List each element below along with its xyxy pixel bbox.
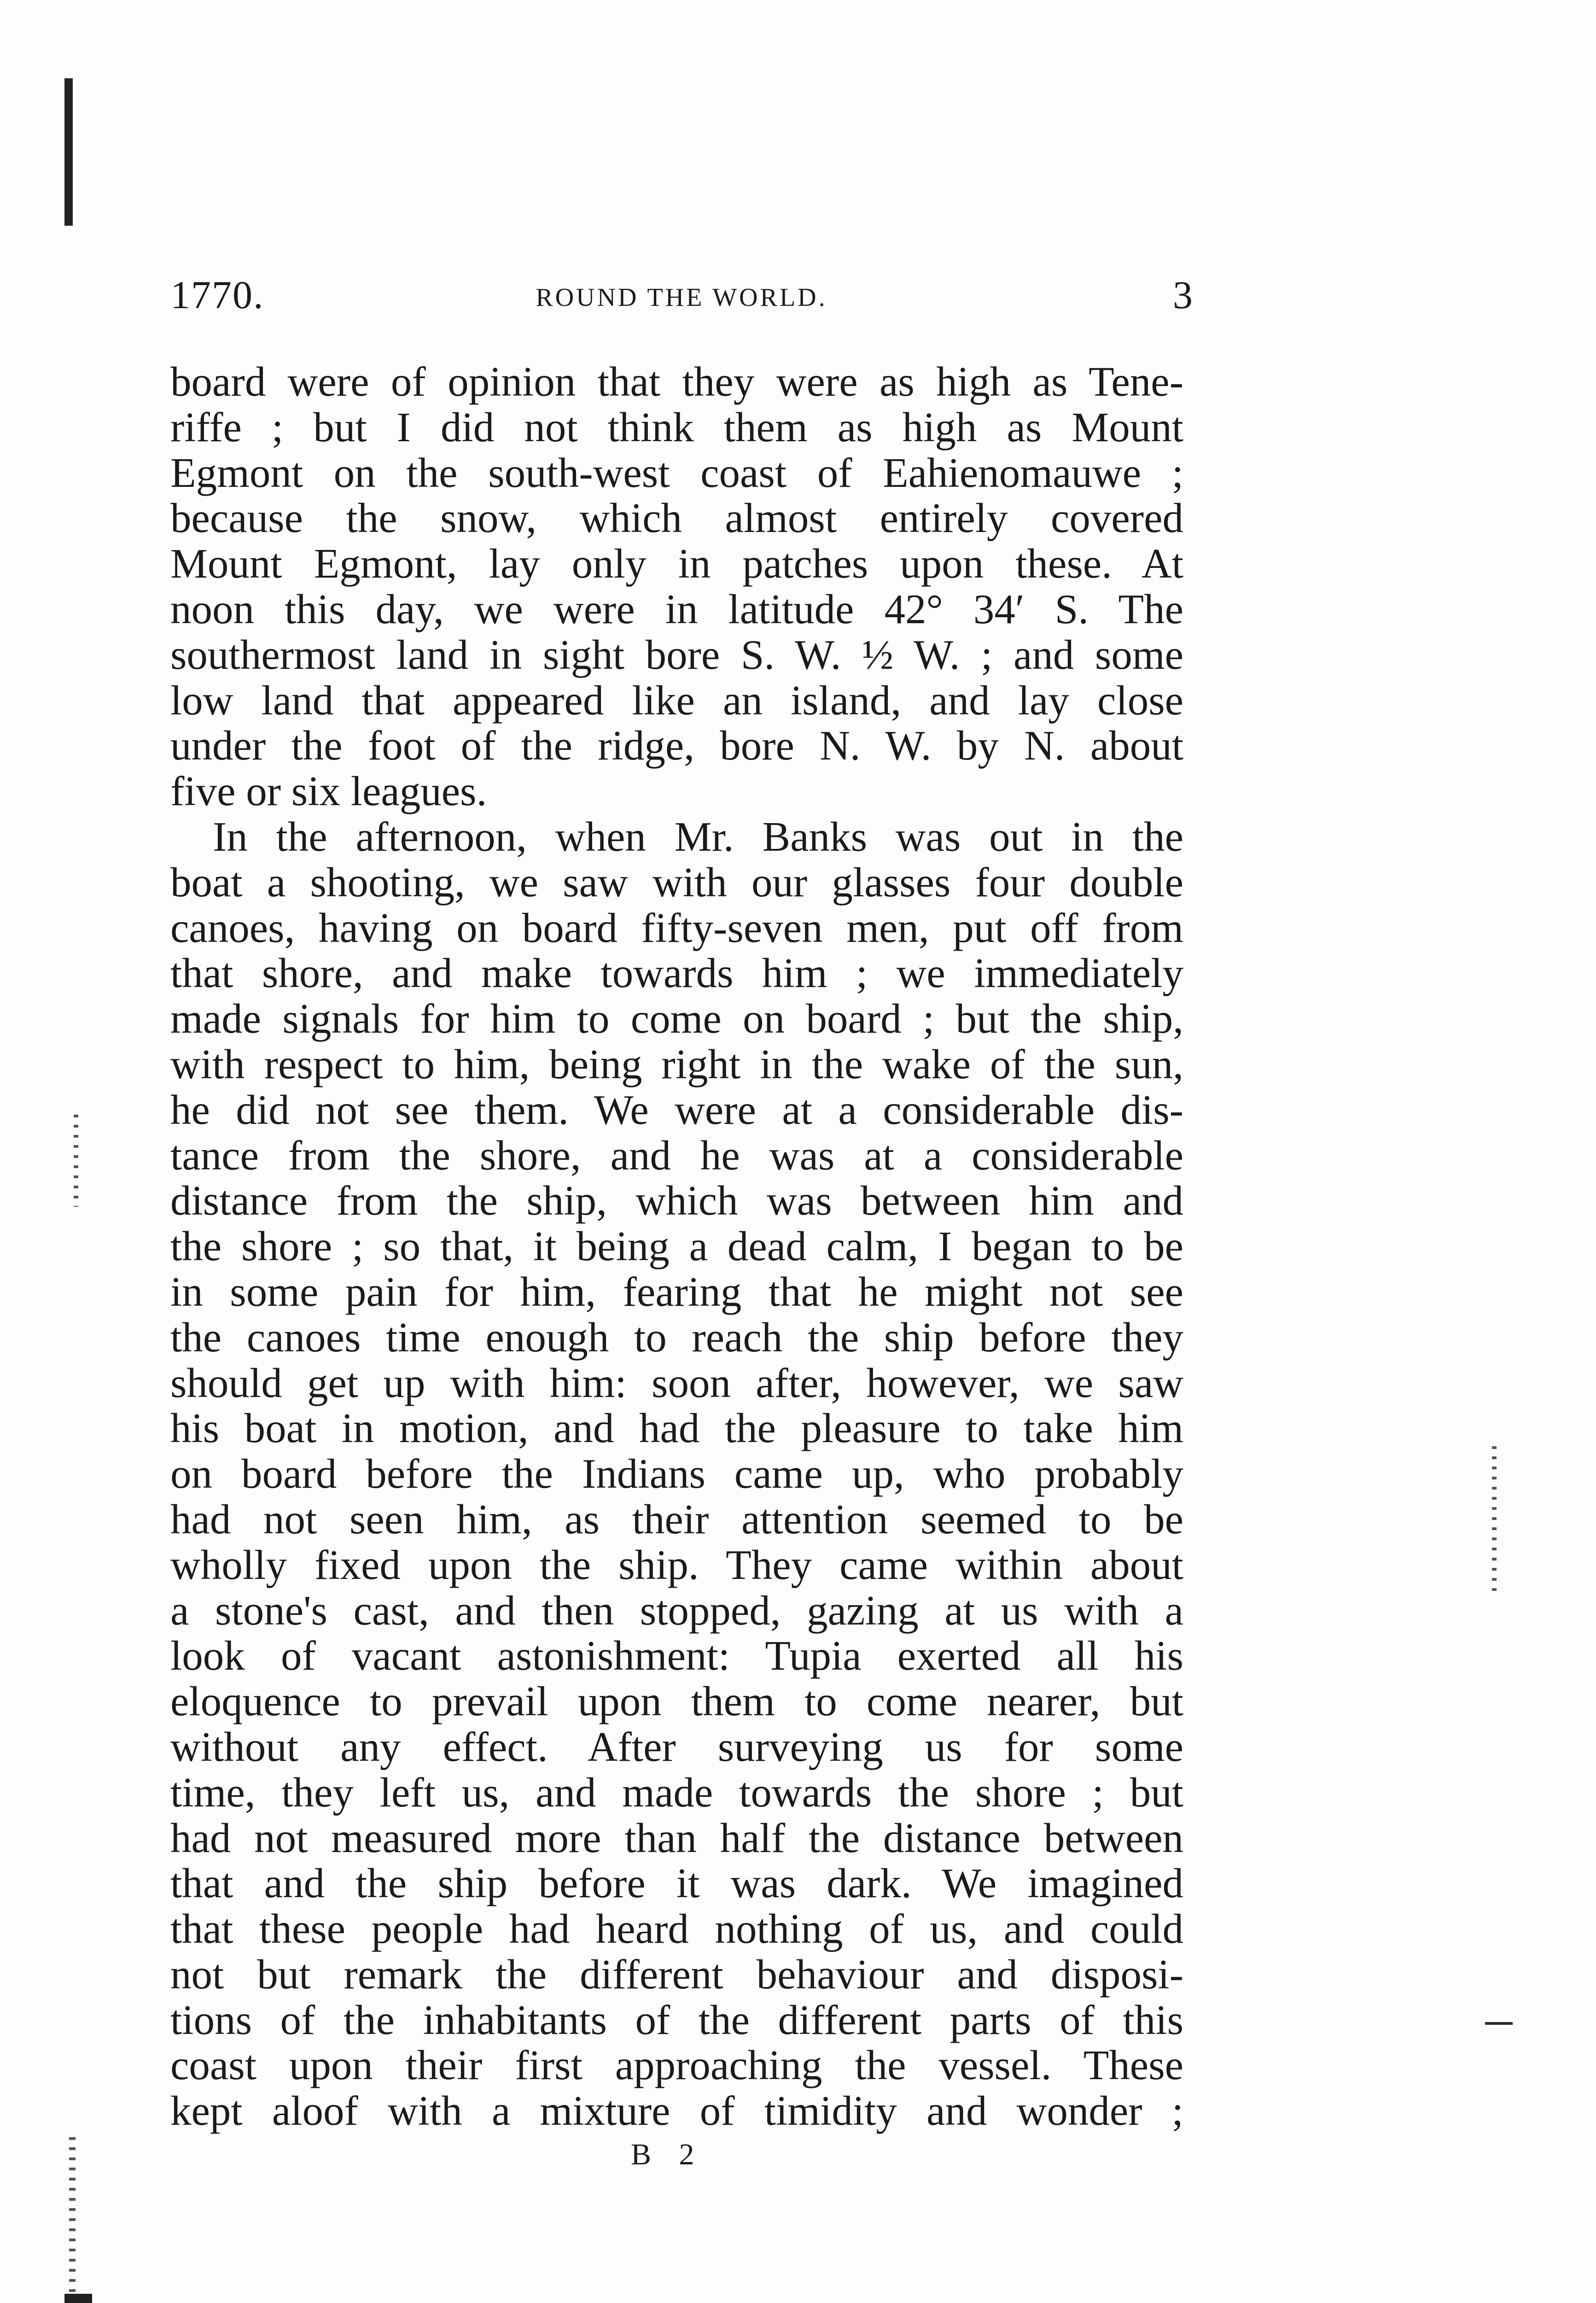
text-line: because the snow, which almost entirely covered bbox=[170, 495, 1183, 542]
text-line: Egmont on the south-west coast of Eahienomauwe ; bbox=[170, 449, 1183, 496]
text-line: wholly fixed upon the ship. They came within about bbox=[170, 1541, 1183, 1588]
text-line: a stone's cast, and then stopped, gazing at us with a bbox=[170, 1587, 1183, 1634]
signature-mark: B 2 bbox=[631, 2138, 705, 2171]
paragraph-1 bbox=[170, 359, 1183, 814]
text-line: had not measured more than half the distance between bbox=[170, 1814, 1183, 1861]
text-line: not but remark the different behaviour and disposi- bbox=[170, 1951, 1183, 1998]
text-line: tance from the shore, and he was at a considerable bbox=[170, 1132, 1183, 1179]
scan-edge-speckle-left-low bbox=[69, 2137, 76, 2303]
text-line: low land that appeared like an island, and lay close bbox=[170, 677, 1183, 724]
text-line: made signals for him to come on board ; but the ship, bbox=[170, 995, 1183, 1042]
text-line: riffe ; but I did not think them as high as Mount bbox=[170, 403, 1183, 450]
text-line: he did not see them. We were at a considerable dis- bbox=[170, 1086, 1183, 1133]
text-line: without any effect. After surveying us for some bbox=[170, 1723, 1183, 1770]
text-line: boat a shooting, we saw with our glasses four double bbox=[170, 859, 1183, 906]
text-line: had not seen him, as their attention seemed to be bbox=[170, 1496, 1183, 1543]
page-number: 3 bbox=[1173, 273, 1193, 317]
text-line: coast upon their first approaching the vessel. These bbox=[170, 2042, 1183, 2089]
scan-edge-dash-right bbox=[1485, 2022, 1513, 2025]
scan-edge-speckle-left-mid bbox=[74, 1115, 78, 1207]
body-text bbox=[170, 359, 1183, 2134]
text-line: tions of the inhabitants of the different parts of this bbox=[170, 1996, 1183, 2043]
text-line: southermost land in sight bore S. W. ½ W. ; and some bbox=[170, 631, 1183, 678]
text-line: with respect to him, being right in the wake of the sun, bbox=[170, 1040, 1183, 1087]
text-line: eloquence to prevail upon them to come nearer, but bbox=[170, 1678, 1183, 1725]
text-line: in some pain for him, fearing that he might not see bbox=[170, 1268, 1183, 1315]
text-line: kept aloof with a mixture of timidity and wonder ; bbox=[170, 2087, 1183, 2134]
scan-edge-speckle-right bbox=[1492, 1446, 1497, 1594]
text-line: board were of opinion that they were as high as Tene- bbox=[170, 358, 1183, 405]
text-line: noon this day, we were in latitude 42° 34′ S. The bbox=[170, 585, 1183, 632]
text-line: look of vacant astonishment: Tupia exerted all his bbox=[170, 1632, 1183, 1679]
scan-edge-mark-top-left bbox=[64, 78, 73, 226]
text-line: on board before the Indians came up, who probably bbox=[170, 1450, 1183, 1497]
text-line: that shore, and make towards him ; we immediately bbox=[170, 950, 1183, 997]
text-line: that and the ship before it was dark. We imagined bbox=[170, 1860, 1183, 1907]
text-line: five or six leagues. bbox=[170, 768, 487, 815]
running-head bbox=[170, 272, 1193, 332]
running-head-title: ROUND THE WORLD. bbox=[536, 283, 827, 312]
text-line: that these people had heard nothing of us, and could bbox=[170, 1906, 1183, 1952]
running-head-year: 1770. bbox=[170, 273, 264, 317]
text-line: under the foot of the ridge, bore N. W. by N. about bbox=[170, 722, 1183, 769]
text-line: time, they left us, and made towards the shore ; but bbox=[170, 1769, 1183, 1816]
text-line: distance from the ship, which was between him and bbox=[170, 1177, 1183, 1224]
text-line: should get up with him: soon after, however, we saw bbox=[170, 1359, 1183, 1406]
scan-edge-mark-bottom-left bbox=[64, 2294, 92, 2303]
text-line: his boat in motion, and had the pleasure to take him bbox=[170, 1405, 1183, 1452]
text-line: canoes, having on board fifty-seven men, put off from bbox=[170, 904, 1183, 951]
text-line: Mount Egmont, lay only in patches upon these. At bbox=[170, 540, 1183, 587]
paragraph-2 bbox=[170, 814, 1183, 2134]
text-line: the canoes time enough to reach the ship before they bbox=[170, 1314, 1183, 1361]
text-line: In the afternoon, when Mr. Banks was out in the bbox=[213, 813, 1183, 860]
text-line: the shore ; so that, it being a dead calm, I began to be bbox=[170, 1223, 1183, 1270]
